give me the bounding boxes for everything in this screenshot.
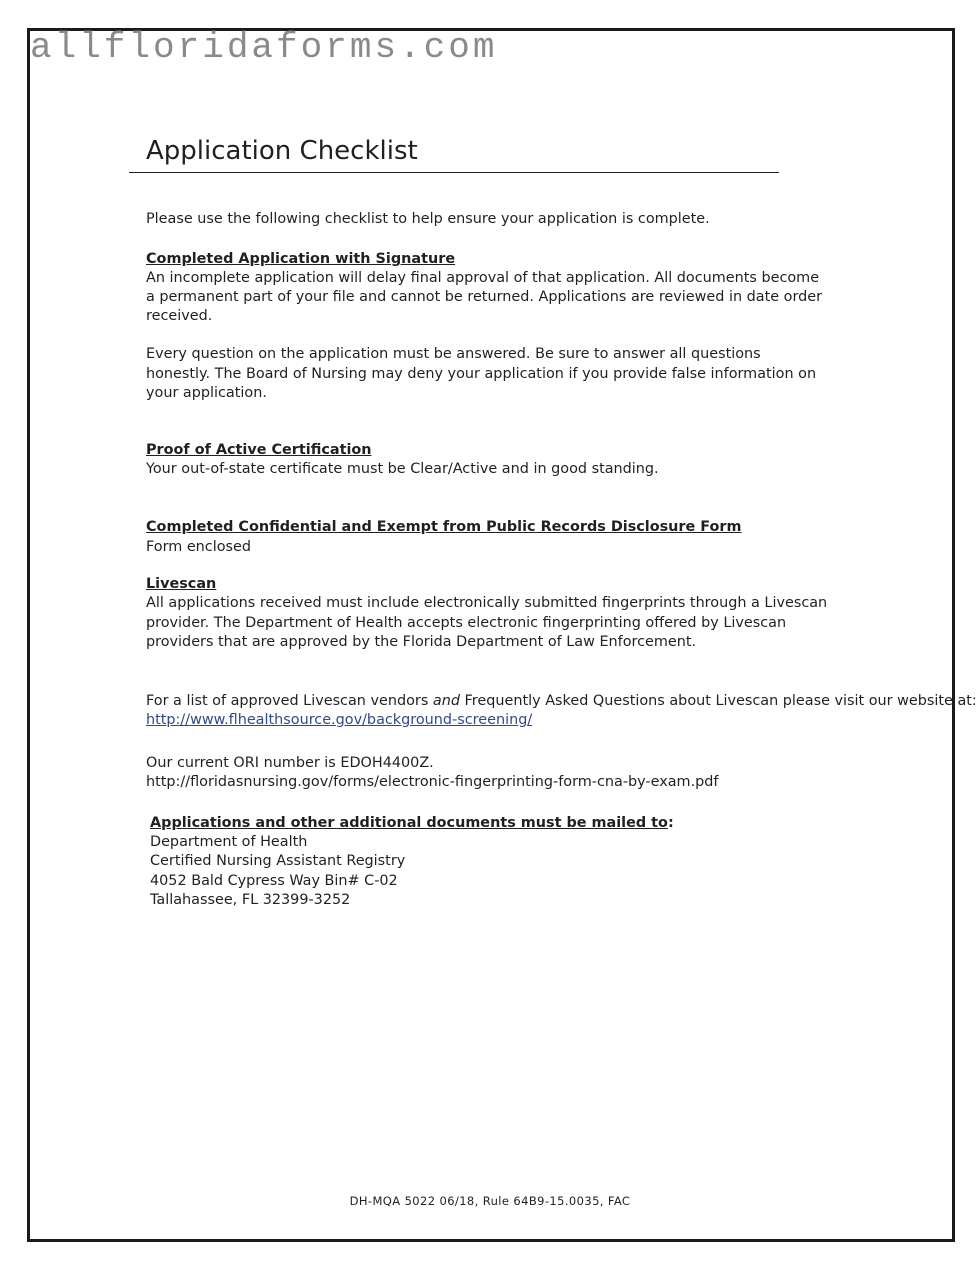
certification-text: Your out-of-state certificate must be Clear/Active and in good standing. [146, 461, 659, 477]
livescan-line: providers that are approved by the Florida Department of Law Enforcement. [146, 634, 697, 650]
mailing-address-line: Department of Health [150, 834, 308, 850]
signature-p1-line: a permanent part of your file and cannot be returned. Applications are reviewed in date order [146, 289, 823, 305]
fingerprint-form-url: http://floridasnursing.gov/forms/electronic-fingerprinting-form-cna-by-exam.pdf [146, 774, 719, 790]
vendors-text [146, 692, 977, 712]
vendors-text-before: For a list of approved Livescan vendors [146, 693, 433, 709]
livescan-heading: Livescan [146, 576, 217, 592]
page-title: Application Checklist [146, 136, 418, 166]
vendors-text-emphasis: and [432, 693, 460, 709]
mailing-heading-colon: : [667, 815, 674, 831]
signature-p1-line: received. [146, 308, 213, 324]
background-screening-link[interactable]: http://www.flhealthsource.gov/background-screening/ [146, 712, 533, 728]
mailing-address-line: 4052 Bald Cypress Way Bin# C-02 [150, 873, 398, 889]
mailing-address-line: Certified Nursing Assistant Registry [150, 853, 406, 869]
signature-p2-line: honestly. The Board of Nursing may deny your application if you provide false information on [146, 366, 817, 382]
confidential-heading: Completed Confidential and Exempt from Public Records Disclosure Form [146, 519, 742, 535]
mailing-heading-text: Applications and other additional documents must be mailed to [150, 815, 668, 831]
vendors-text-after: Frequently Asked Questions about Livescan please visit our website at: [459, 693, 977, 709]
signature-heading: Completed Application with Signature [146, 251, 456, 267]
title-underline [129, 172, 779, 173]
livescan-line: provider. The Department of Health accepts electronic fingerprinting offered by Livescan [146, 615, 787, 631]
form-footer: DH-MQA 5022 06/18, Rule 64B9-15.0035, FAC [349, 1194, 631, 1208]
mailing-address-line: Tallahassee, FL 32399-3252 [150, 892, 351, 908]
ori-number-text: Our current ORI number is EDOH4400Z. [146, 755, 434, 771]
signature-p2-line: your application. [146, 385, 267, 401]
signature-p1-line: An incomplete application will delay final approval of that application. All documents become [146, 270, 820, 286]
confidential-text: Form enclosed [146, 539, 251, 555]
site-watermark: allfloridaforms.com [30, 27, 498, 68]
mailing-heading [150, 814, 674, 834]
livescan-line: All applications received must include electronically submitted fingerprints through a Livescan [146, 595, 828, 611]
certification-heading: Proof of Active Certification [146, 442, 372, 458]
intro-text: Please use the following checklist to help ensure your application is complete. [146, 211, 710, 227]
signature-p2-line: Every question on the application must be answered. Be sure to answer all questions [146, 346, 761, 362]
